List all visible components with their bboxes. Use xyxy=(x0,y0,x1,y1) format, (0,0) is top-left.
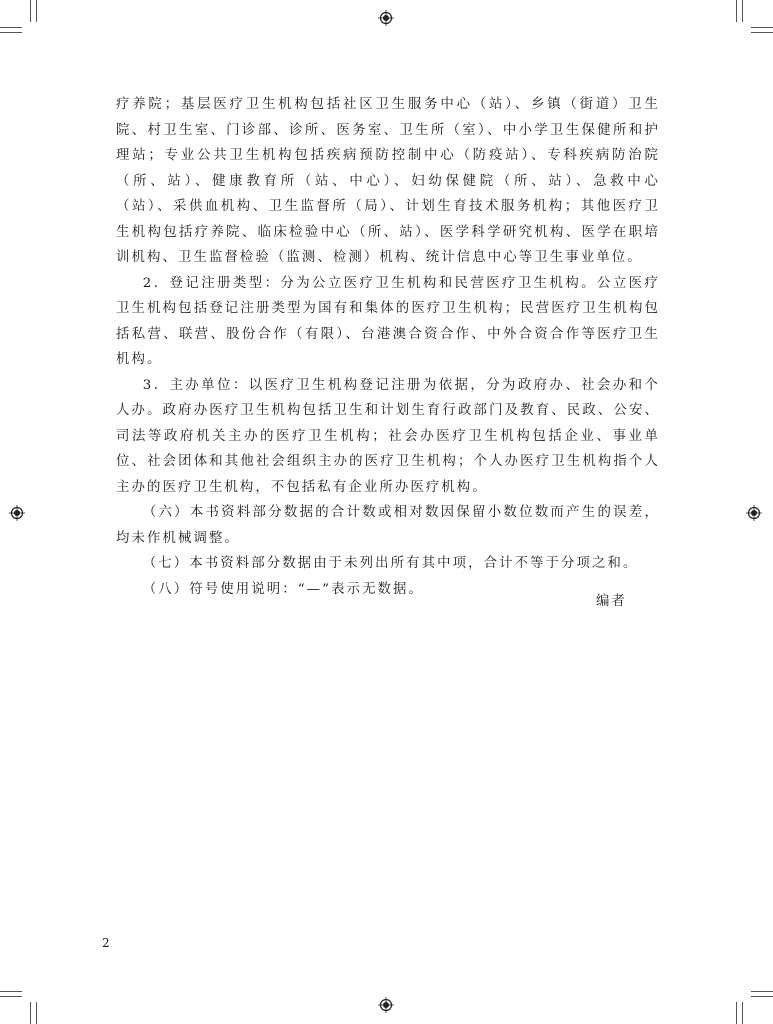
registration-mark-icon xyxy=(378,997,394,1013)
crop-mark xyxy=(0,991,22,992)
registration-mark-icon xyxy=(378,10,394,26)
registration-mark-icon xyxy=(746,505,762,521)
crop-mark xyxy=(0,996,22,997)
crop-mark xyxy=(742,0,743,22)
editor-signature: 编者 xyxy=(596,594,627,609)
document-body xyxy=(116,92,660,602)
body-paragraph: （六）本书资料部分数据的合计数或相对数因保留小数位数而产生的误差，均未作机械调整。 xyxy=(116,505,660,546)
body-paragraph: 2．登记注册类型：分为公立医疗卫生机构和民营医疗卫生机构。公立医疗卫生机构包括登记注册类型为国有和集体的医疗卫生机构；民营医疗卫生机构包括私营、联营、股份合作（有限）、台港澳合资合作、中外合资合作等医疗卫生机构。 xyxy=(116,275,660,367)
body-paragraph: （七）本书资料部分数据由于未列出所有其中项，合计不等于分项之和。 xyxy=(142,556,639,571)
crop-mark xyxy=(0,27,22,28)
crop-mark xyxy=(0,32,22,33)
crop-mark xyxy=(36,1002,37,1024)
crop-mark xyxy=(736,1002,737,1024)
crop-mark xyxy=(751,991,773,992)
crop-mark xyxy=(751,27,773,28)
body-paragraph: （八）符号使用说明：“—”表示无数据。 xyxy=(142,581,425,597)
registration-mark-icon xyxy=(9,505,25,521)
page-number: 2 xyxy=(102,936,110,950)
crop-mark xyxy=(30,0,31,22)
crop-mark xyxy=(736,0,737,22)
crop-mark xyxy=(30,1002,31,1024)
crop-mark xyxy=(751,996,773,997)
crop-mark xyxy=(36,0,37,22)
body-paragraph: 疗养院；基层医疗卫生机构包括社区卫生服务中心（站）、乡镇（街道）卫生院、村卫生室、门诊部、诊所、医务室、卫生所（室）、中小学卫生保健所和护理站；专业公共卫生机构包括疾病预防控制中心（防疫站）、专科疾病防治院（所、站）、健康教育所（站、中心）、妇幼保健院（所、站）、急救中心（站）、采供血机构、卫生监督所（局）、计划生育技术服务机构；其他医疗卫生机构包括疗养院、临床检验中心（所、站）、医学科学研究机构、医学在职培训机构、卫生监督检验（监测、检测）机构、统计信息中心等卫生事业单位。 xyxy=(116,97,660,265)
body-paragraph: 3．主办单位：以医疗卫生机构登记注册为依据，分为政府办、社会办和个人办。政府办医疗卫生机构包括卫生和计划生育行政部门及教育、民政、公安、司法等政府机关主办的医疗卫生机构；社会办医疗卫生机构包括企业、事业单位、社会团体和其他社会组织主办的医疗卫生机构；个人办医疗卫生机构指个人主办的医疗卫生机构，不包括私有企业所办医疗机构。 xyxy=(116,377,660,495)
crop-mark xyxy=(751,32,773,33)
crop-mark xyxy=(742,1002,743,1024)
